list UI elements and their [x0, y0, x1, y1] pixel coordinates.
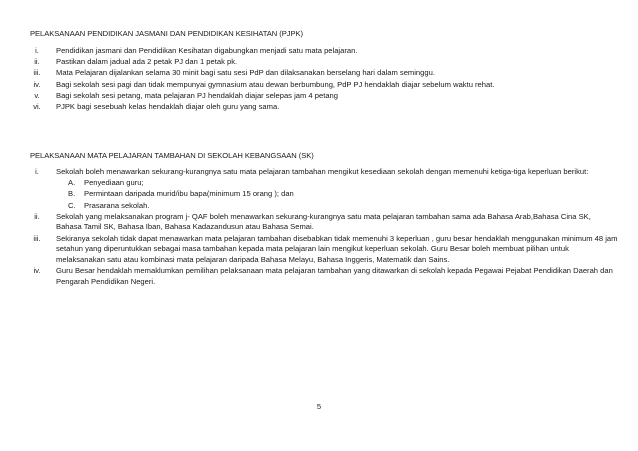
- item-text: PJPK bagi sesebuah kelas hendaklah diajar oleh guru yang sama.: [56, 101, 280, 111]
- sub-item-label: B.: [68, 189, 76, 199]
- list-item: [0, 266, 638, 287]
- list-item: [0, 102, 638, 113]
- sub-item: [0, 178, 638, 189]
- sub-item-text: Penyediaan guru;: [84, 178, 144, 188]
- item-text: Mata Pelajaran dijalankan selama 30 minit bagi satu sesi PdP dan dilaksanakan berselang hari dalam seminggu.: [56, 68, 435, 78]
- item-text: Sekolah boleh menawarkan sekurang-kurangnya satu mata pelajaran tambahan mengikut kesediaan sekolah dengan memenuhi ketiga-tiga keperluan berikut:: [56, 167, 589, 176]
- sub-item-text: Permintaan daripada murid/ibu bapa(minimum 15 orang ); dan: [84, 189, 294, 199]
- item-text: Pendidikan jasmani dan Pendidikan Kesihatan digabungkan menjadi satu mata pelajaran.: [56, 46, 358, 55]
- item-number: iv.: [33, 79, 41, 89]
- mata-pelajaran-tambahan-list: [0, 167, 638, 288]
- item-number: iii.: [33, 233, 41, 243]
- item-text: Bagi sekolah sesi pagi dan tidak mempunyai gymnasium atau dewan berbumbung, PdP PJ hendaklah diajar sebelum waktu rehat.: [56, 79, 495, 89]
- item-number: i.: [35, 167, 39, 176]
- list-item: [0, 57, 638, 68]
- sub-item-text: Prasarana sekolah.: [84, 200, 150, 210]
- sub-item-label: C.: [68, 200, 76, 210]
- item-number: v.: [34, 90, 40, 100]
- item-text: Bagi sekolah sesi petang, mata pelajaran PJ hendaklah diajar selepas jam 4 petang: [56, 90, 338, 100]
- list-item: [0, 80, 638, 91]
- page-number: 5: [316, 402, 322, 411]
- sub-item: [0, 201, 638, 212]
- list-item: [0, 46, 638, 57]
- sub-item: [0, 189, 638, 200]
- pjpk-list: [0, 46, 638, 113]
- item-text: Guru Besar hendaklah memaklumkan pemilihan pelaksanaan mata pelajaran tambahan yang ditawarkan di sekolah kepada Pegawai Pejabat Pendidikan Daerah dan Pengarah Pendidikan Negeri.: [56, 265, 613, 286]
- item-number: i.: [35, 46, 39, 55]
- sub-item-label: A.: [68, 178, 76, 188]
- item-number: ii.: [34, 57, 40, 67]
- item-text: Sekolah yang melaksanakan program j- QAF boleh menawarkan sekurang-kurangnya satu mata pelajaran tambahan sama ada Bahasa Arab,Bahasa Cina SK, Bahasa Tamil SK, Bahasa Iban, Bahasa Kadazandusun atau Bahasa Semai.: [56, 211, 591, 232]
- list-item: [0, 167, 638, 178]
- list-item: [0, 234, 638, 266]
- list-item: [0, 68, 638, 79]
- item-number: iv.: [33, 265, 41, 275]
- list-item: [0, 212, 638, 233]
- item-text: Pastikan dalam jadual ada 2 petak PJ dan 1 petak pk.: [56, 57, 238, 67]
- item-text: Sekiranya sekolah tidak dapat menawarkan mata pelajaran tambahan disebabkan tidak memenuhi 3 keperluan , guru besar hendaklah menggunakan minimum 48 jam setahun yang diperuntukkan sebagai masa tambahan kepada mata pelajaran lain mengikut keperluan sekolah. Guru Besar boleh membuat pilihan untuk melaksanakan satu atau kombinasi mata pelajaran daripada Bahasa Melayu, Bahasa Inggeris, Matematik dan Sains.: [56, 233, 618, 264]
- list-item: [0, 91, 638, 102]
- section-heading-pjpk: PELAKSANAAN PENDIDIKAN JASMANI DAN PENDIDIKAN KESIHATAN (PJPK): [30, 29, 304, 38]
- item-number: vi.: [33, 101, 41, 111]
- section-heading-mata-pelajaran-tambahan: PELAKSANAAN MATA PELAJARAN TAMBAHAN DI SEKOLAH KEBANGSAAN (SK): [30, 151, 314, 160]
- item-number: ii.: [34, 211, 40, 221]
- item-number: iii.: [33, 68, 41, 78]
